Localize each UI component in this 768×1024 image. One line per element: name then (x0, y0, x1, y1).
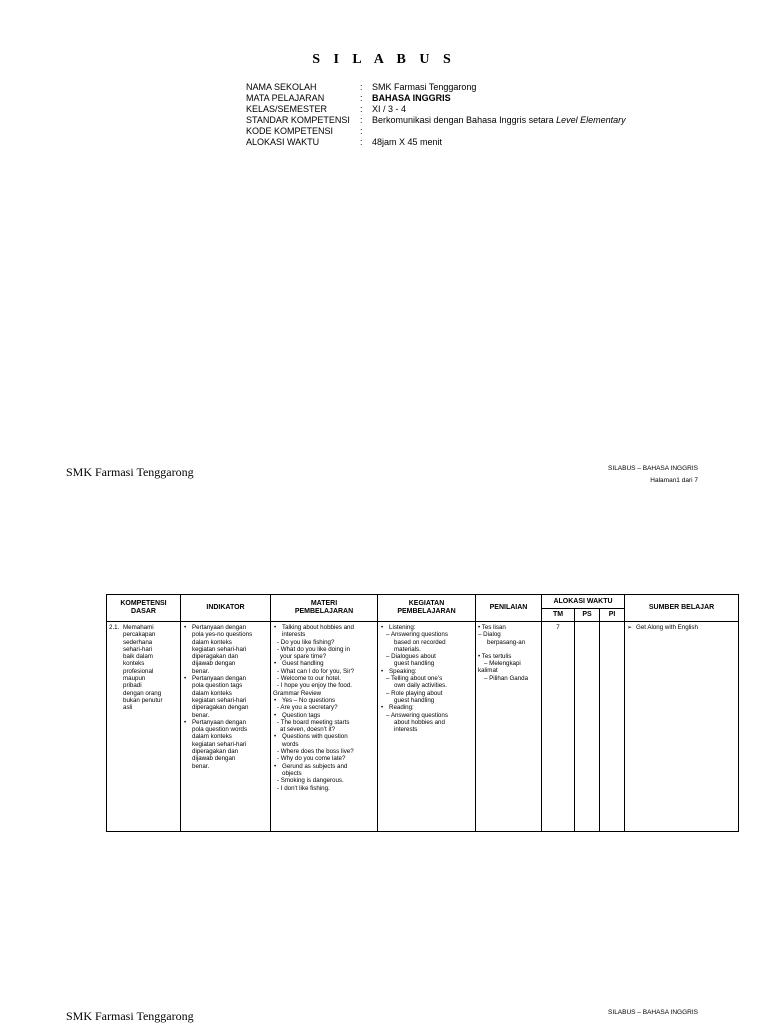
list-item: • Question tags (273, 712, 375, 719)
info-colon: : (360, 137, 363, 147)
kd-number: 2.1. (109, 624, 120, 631)
info-label: STANDAR KOMPETENSI (246, 115, 350, 125)
text-line: – Dialogues about (386, 653, 436, 661)
text-line: benar. (192, 762, 210, 770)
text-line: words (282, 740, 299, 748)
text-line: at seven, doesn’t it? (280, 726, 336, 734)
text-line: • Tes lisan (478, 624, 506, 631)
info-label: NAMA SEKOLAH (246, 82, 317, 92)
text-line: interests (282, 631, 306, 639)
info-value-school: SMK Farmasi Tenggarong (372, 82, 477, 92)
text-line: • Tes tertulis (478, 652, 512, 660)
info-value-class: XI / 3 - 4 (372, 104, 407, 114)
text-line: - Are you a secretary? (277, 704, 338, 712)
text-line: about hobbies and (394, 718, 445, 726)
text-line: • Pertanyaan dengan (192, 718, 247, 726)
info-colon: : (360, 82, 363, 92)
text-line: dalam konteks (192, 638, 232, 646)
text-line: – Dialog (478, 631, 501, 639)
text-line: dijawab dengan (192, 755, 236, 763)
text-line: – Role playing about (386, 689, 443, 697)
text-line: your spare time? (280, 653, 327, 661)
text-line: - Do you like fishing? (277, 638, 335, 646)
text-line: pola question words (192, 726, 248, 734)
text-line: interests (394, 726, 418, 734)
text-line: kalimat (478, 667, 498, 675)
text-line: • Pertanyaan dengan (192, 624, 247, 631)
info-colon: : (360, 104, 363, 114)
text-line: • Gerund as subjects and (282, 762, 348, 770)
info-colon: : (360, 126, 363, 136)
text-line: guest handling (394, 696, 435, 704)
text-line: dengan orang (123, 689, 162, 697)
info-colon: : (360, 115, 363, 125)
text-line: baik dalam (123, 653, 153, 661)
header-text: PEMBELAJARAN (294, 608, 354, 615)
standard-text: Berkomunikasi dengan Bahasa Inggris setara (372, 115, 557, 125)
text-line: benar. (192, 667, 210, 675)
text-line: pola question tags (192, 682, 243, 690)
cell-kegiatan (378, 622, 476, 832)
cell-indikator (181, 622, 271, 832)
text-line: Memahami (123, 624, 154, 631)
list-item: • Reading: (380, 704, 473, 711)
info-value-subject: BAHASA INGGRIS (372, 93, 451, 103)
text-line: - I don't like fishing. (277, 784, 330, 792)
text-line: kegiatan sehari-hari (192, 645, 247, 653)
footer-page-number: Halaman1 dari 7 (650, 477, 698, 484)
text-line: guest handling (394, 660, 435, 668)
cell-pi (600, 622, 625, 832)
text-line: percakapan (123, 631, 156, 639)
text-line: – Answering questions (386, 711, 448, 719)
text-line: • Pertanyaan dengan (192, 675, 247, 683)
text-line: kegiatan sehari-hari (192, 740, 247, 748)
header-pi: PI (600, 609, 625, 622)
header-kompetensi-dasar (107, 595, 181, 622)
page-title: S I L A B U S (312, 52, 456, 67)
text-line: • Talking about hobbies and (282, 624, 354, 631)
list-item: • Guest handling (273, 660, 375, 667)
header-text: DASAR (131, 608, 156, 615)
text-line: • Questions with question (282, 733, 348, 741)
footer-doc-title: SILABUS – BAHASA INGGRIS (608, 465, 698, 472)
header-tm: TM (542, 609, 575, 622)
kd-text (123, 624, 163, 712)
text-line: - Why do you come late? (277, 755, 346, 763)
text-line: materials. (394, 645, 421, 653)
text-line: - Where does the boss live? (277, 748, 354, 756)
text-line: pribadi (123, 682, 142, 690)
text-line: – Pilihan Ganda (484, 674, 529, 682)
footer-school-name: SMK Farmasi Tenggarong (66, 1009, 194, 1023)
text-line: - Welcome to our hotel. (277, 675, 341, 683)
text-line: objects (282, 769, 302, 777)
info-row-time (246, 137, 626, 148)
text-line: benar. (192, 711, 210, 719)
list-item (183, 624, 268, 675)
cell-kompetensi-dasar (107, 622, 181, 832)
text-line: – Telling about one’s (386, 675, 443, 683)
text-line: sehari-hari (123, 645, 153, 653)
text-line: kegiatan sehari-hari (192, 696, 247, 704)
header-text: KOMPETENSI (120, 600, 167, 607)
cell-penilaian (476, 622, 542, 832)
text-line: - I hope you enjoy the food. (277, 682, 352, 690)
text-line: - What do you like doing in (277, 645, 350, 653)
text-line: pola yes-no questions (192, 631, 253, 639)
info-row-subject (246, 93, 626, 104)
header-sumber-belajar: SUMBER BELAJAR (625, 595, 739, 622)
list-item (183, 675, 268, 719)
cell-tm: 7 (542, 622, 575, 832)
info-row-code (246, 126, 626, 137)
text-line: diperagakan dan (192, 748, 239, 756)
text-line: dalam konteks (192, 733, 232, 741)
footer-doc-info (560, 1007, 698, 1019)
header-text: MATERI (310, 600, 338, 607)
text-line: profesional (123, 667, 154, 675)
text-line: Grammar Review (273, 689, 322, 697)
header-indikator: INDIKATOR (181, 595, 271, 622)
text-line: - What can I do for you, Sir? (277, 667, 355, 675)
footer-doc-info (560, 463, 698, 487)
info-value-time: 48jam X 45 menit (372, 137, 443, 147)
text-line: asli (123, 704, 133, 712)
text-line: diperagakan dan (192, 653, 239, 661)
text-line: – Melengkapi (484, 660, 521, 668)
list-item (273, 733, 375, 748)
text-line: based on recorded (394, 638, 446, 646)
syllabus-info (246, 82, 626, 148)
standard-level: Level Elementary (556, 115, 626, 125)
footer-doc-title: SILABUS – BAHASA INGGRIS (608, 1009, 698, 1016)
source-text: Get Along with English (636, 624, 698, 631)
cell-sumber-belajar (625, 622, 739, 832)
text-line: bukan penutur (123, 696, 163, 704)
header-ps: PS (575, 609, 600, 622)
header-text: KEGIATAN (408, 600, 445, 607)
header-text: PEMBELAJARAN (397, 608, 456, 615)
list-item: • Speaking: (380, 668, 473, 675)
cell-ps (575, 622, 600, 832)
text-line: berpasang-an (487, 638, 526, 646)
arrow-bullet-icon: ➢ (627, 624, 633, 631)
table-row (107, 622, 739, 832)
header-materi (271, 595, 378, 622)
list-item (273, 763, 375, 778)
header-kegiatan (378, 595, 476, 622)
footer-school-name: SMK Farmasi Tenggarong (66, 465, 194, 479)
text-line: - Smoking is dangerous. (277, 777, 344, 785)
list-item: • Listening: (380, 624, 473, 631)
info-label: ALOKASI WAKTU (246, 137, 320, 147)
info-label: KELAS/SEMESTER (246, 104, 328, 114)
text-line: diperagakan dengan (192, 704, 249, 712)
text-line: – Answering questions (386, 631, 448, 639)
info-row-school (246, 82, 626, 93)
info-colon: : (360, 93, 363, 103)
info-value-standard (372, 115, 626, 126)
text-line: maupun (123, 675, 146, 683)
header-alokasi-waktu: ALOKASI WAKTU (542, 595, 625, 609)
text-line: dijawab dengan (192, 660, 236, 668)
text-line: dalam konteks (192, 689, 232, 697)
syllabus-table (106, 594, 739, 832)
text-line: own daily activities. (394, 682, 447, 690)
info-row-standard (246, 115, 626, 126)
header-penilaian: PENILAIAN (476, 595, 542, 622)
cell-materi (271, 622, 378, 832)
list-item (183, 719, 268, 770)
info-row-class (246, 104, 626, 115)
text-line: konteks (123, 660, 145, 668)
text-line: - The board meeting starts (277, 718, 350, 726)
info-label: KODE KOMPETENSI (246, 126, 334, 136)
list-item (273, 624, 375, 639)
list-item: • Yes – No questions (273, 697, 375, 704)
text-line: sederhana (123, 638, 153, 646)
info-label: MATA PELAJARAN (246, 93, 325, 103)
